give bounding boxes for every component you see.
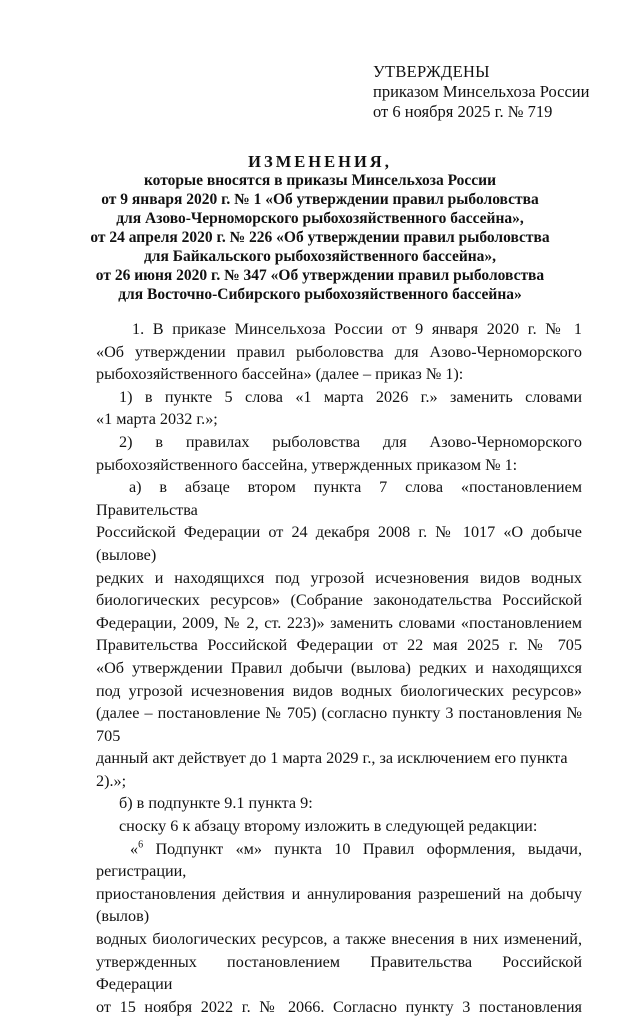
paragraph-1-line: рыбохозяйственного бассейна» (далее – приказ № 1):	[96, 365, 464, 384]
title-line: которые вносятся в приказы Минсельхоза России	[143, 172, 497, 189]
footnote-instruction: сноску 6 к абзацу второму изложить в следующей редакции:	[119, 817, 538, 836]
subitem-a-line: Российской Федерации от 24 декабря 2008 г. № 1017 «О добыче (вылове)	[96, 523, 582, 564]
title-main: ИЗМЕНЕНИЯ,	[248, 152, 392, 171]
item-1-line: 1) в пункте 5 слова «1 марта 2026 г.» заменить словами	[119, 387, 582, 406]
footnote-number: 6	[138, 839, 144, 851]
item-2-line: 2) в правилах рыболовства для Азово-Черноморского	[119, 432, 582, 451]
title-line: от 9 января 2020 г. № 1 «Об утверждении правил рыболовства	[101, 191, 539, 208]
subitem-a-line: Федерации, 2009, № 2, ст. 223)» заменить словами «постановлением	[96, 613, 582, 632]
quote-text: Подпункт «м» пункта 10 Правил оформления, выдачи, регистрации,	[96, 839, 582, 881]
quote-line: от 15 ноября 2022 г. № 2066. Согласно пункту 3 постановления	[96, 997, 582, 1016]
title-line: от 24 апреля 2020 г. № 226 «Об утверждении правил рыболовства	[90, 229, 550, 246]
subitem-a-line: редких и находящихся под угрозой исчезновения видов водных	[96, 568, 582, 587]
approval-date: от 6 ноября 2025 г. № 719	[373, 102, 553, 121]
paragraph-1-line: «Об утверждении правил рыболовства для Азово-Черноморского	[96, 342, 582, 361]
paragraph-1-line: 1. В приказе Минсельхоза России от 9 января 2020 г. № 1	[132, 320, 582, 338]
subitem-a-line: «Об утверждении Правил добычи (вылова) редких и находящихся	[96, 658, 582, 677]
quote-open: «	[130, 839, 139, 858]
approval-heading: УТВЕРЖДЕНЫ	[373, 62, 490, 81]
approval-order: приказом Минсельхоза России	[373, 82, 590, 101]
item-1-line: «1 марта 2032 г.»;	[96, 410, 218, 429]
item-2-line: рыбохозяйственного бассейна, утвержденных приказом № 1:	[96, 455, 518, 474]
quote-line: утвержденных постановлением Правительства Российской Федерации	[96, 952, 582, 994]
title-line: для Байкальского рыбохозяйственного бассейна»,	[143, 248, 497, 265]
subitem-a-line: (далее – постановление № 705) (согласно пункту 3 постановления № 705	[96, 704, 582, 745]
subitem-a-line: а) в абзаце втором пункта 7 слова «постановлением Правительства	[96, 478, 582, 519]
quote-line	[96, 838, 582, 883]
subitem-a-line: данный акт действует до 1 марта 2029 г., за исключением его пункта 2).»;	[96, 749, 568, 790]
document-body	[96, 318, 582, 1018]
subitem-a-line: Правительства Российской Федерации от 22 мая 2025 г. № 705	[96, 636, 582, 655]
approval-stamp	[373, 62, 589, 122]
quote-line: водных биологических ресурсов, а также внесения в них изменений,	[96, 930, 582, 949]
title-line: от 26 июня 2020 г. № 347 «Об утверждении правил рыболовства	[95, 267, 545, 284]
subitem-a-line: под угрозой исчезновения видов водных биологических ресурсов»	[96, 681, 582, 700]
quote-line: приостановления действия и аннулирования разрешений на добычу (вылов)	[96, 884, 582, 926]
subitem-b-line: б) в подпункте 9.1 пункта 9:	[119, 794, 313, 813]
subitem-a-line: биологических ресурсов» (Собрание законодательства Российской	[96, 591, 582, 610]
title-line: для Азово-Черноморского рыбохозяйственного бассейна»,	[116, 210, 524, 227]
title-line: для Восточно-Сибирского рыбохозяйственного бассейна»	[118, 286, 522, 303]
document-title	[0, 152, 640, 304]
